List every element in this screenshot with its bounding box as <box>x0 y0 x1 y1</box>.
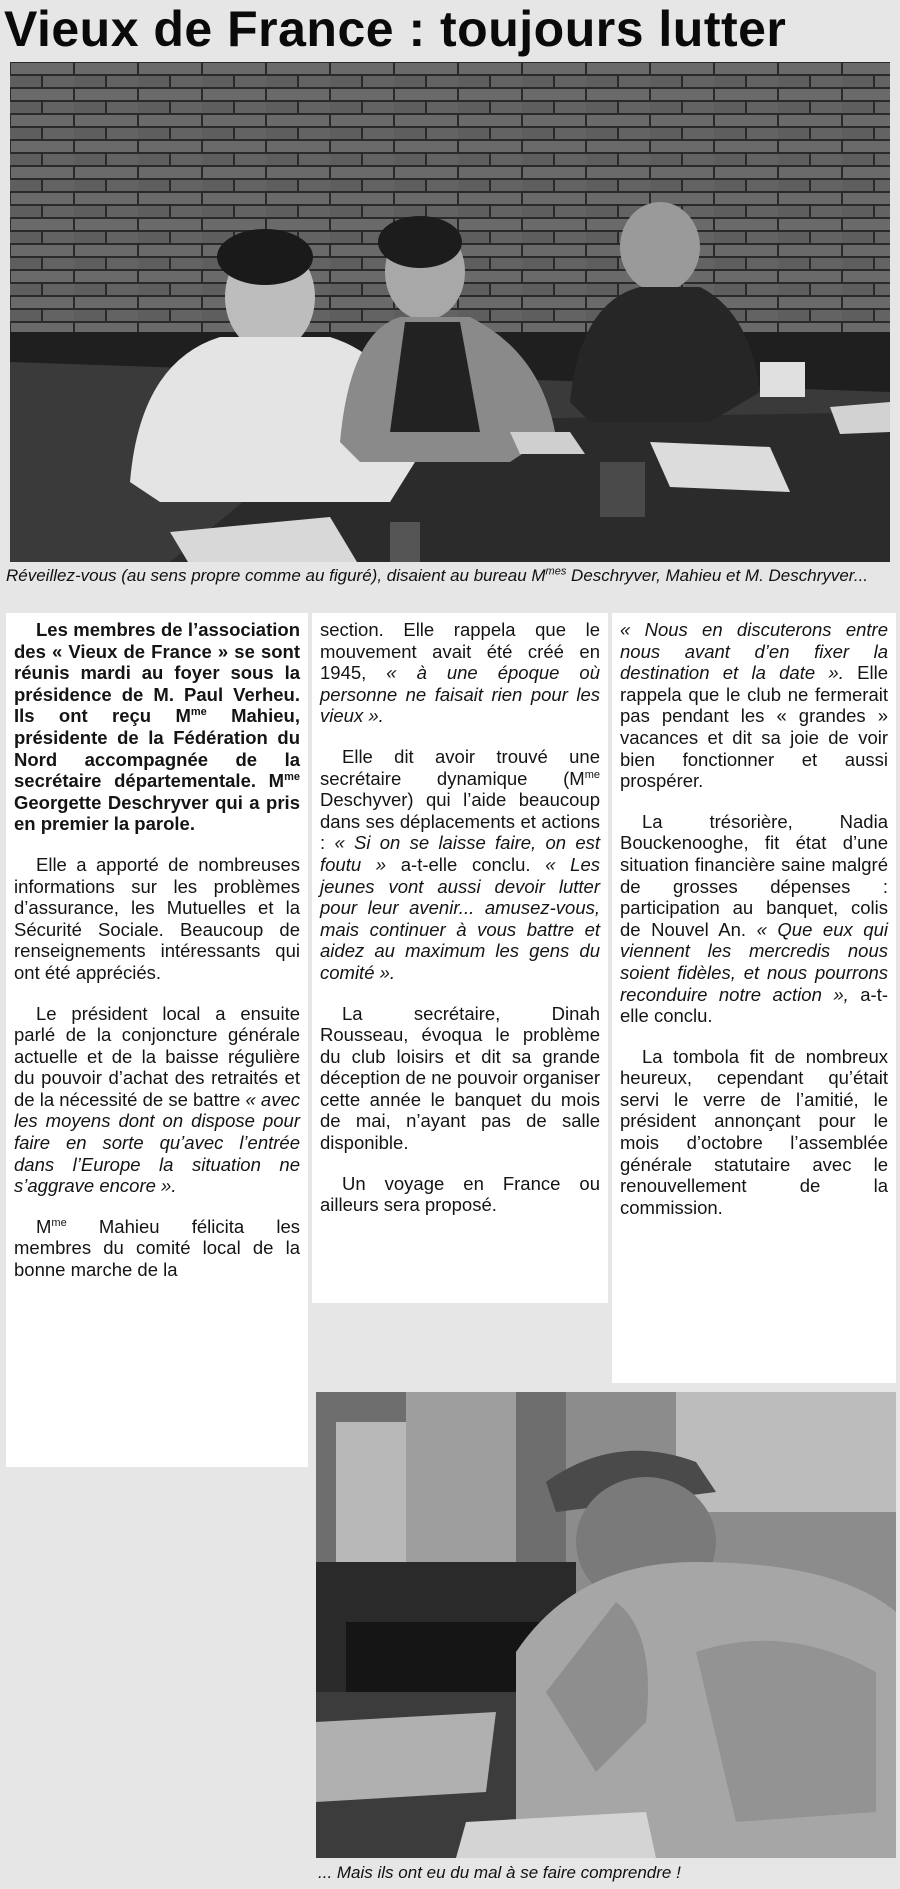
paragraph: $M^{me}$ Mahieu félicita les membres du comité local de la bonne marche de la <box>14 1215 300 1281</box>
caption-sup: mes <box>545 565 567 578</box>
paragraph: « Nous en discuterons entre nous avant d’en fixer la destination et la date ». Elle rappela que le club ne fermerait pas pendant les « grandes » vacances et dit sa joie de voir bien fonctionner et aussi prospérer. <box>620 619 888 792</box>
bottom-photo-illustration <box>316 1392 896 1858</box>
top-photo-caption <box>6 565 896 586</box>
article-column-2 <box>312 613 608 1303</box>
caption-text-2: Deschryver, Mahieu et M. Deschryver... <box>566 566 869 585</box>
paragraph: La tombola fit de nombreux heureux, cependant qu’était servi le verre de l’amitié, le président annonçant pour le mois d’octobre l’assemblée générale statutaire avec le renouvellement de la commission. <box>620 1045 888 1218</box>
article-column-3 <box>612 613 896 1383</box>
caption-text-1: Réveillez-vous (au sens propre comme au figuré), disaient au bureau M <box>6 566 546 585</box>
paragraph: Elle dit avoir trouvé une secrétaire dynamique ($M^{me}$ Deschyver) qui l’aide beaucoup dans ses déplacements et actions : « Si on se laisse faire, on est foutu » a-t-elle conclu. « Les jeunes vont aussi devoir lutter pour leur avenir... amusez-vous, mais continuer à vous battre et aidez au maximum les gens du comité ». <box>320 745 600 983</box>
lead-paragraph: Les membres de l’association des « Vieux de France » se sont réunis mardi au foyer sous la présidence de M. Paul Verheu. Ils ont reçu $M^{me}$ Mahieu, présidente de la Fédération du Nord accompagnée de la secrétaire départementale. $M^{me}$ Georgette Deschryver qui a pris en premier la parole. <box>14 619 300 835</box>
paragraph: La trésorière, Nadia Bouckenooghe, fit état d’une situation financière saine malgré de grosses dépenses : participation au banquet, colis de Nouvel An. « Que eux qui viennent les mercredis nous soient fidèles, et nous pourrons reconduire notre action », a-t-elle conclu. <box>620 810 888 1027</box>
paragraph: Un voyage en France ou ailleurs sera proposé. <box>320 1172 600 1216</box>
bottom-photo-caption: ... Mais ils ont eu du mal à se faire comprendre ! <box>318 1863 681 1882</box>
article-column-1 <box>6 613 308 1467</box>
top-photo <box>10 62 890 562</box>
paragraph: Elle a apporté de nombreuses informations sur les problèmes d’assurance, les Mutuelles et la Sécurité Sociale. Beaucoup de renseignements intéressants qui ont été appréciés. <box>14 853 300 983</box>
paragraph: Le président local a ensuite parlé de la conjoncture générale actuelle et de la baisse régulière du pouvoir d’achat des retraités et de la nécessité de se battre « avec les moyens dont on dispose pour faire en sorte qu’avec l’entrée dans l’Europe la situation ne s’aggrave encore ». <box>14 1002 300 1197</box>
bottom-photo <box>316 1392 896 1858</box>
paragraph: section. Elle rappela que le mouvement avait été créé en 1945, « à une époque où personne ne faisait rien pour les vieux ». <box>320 619 600 727</box>
headline: Vieux de France : toujours lutter <box>4 1 787 57</box>
top-photo-illustration <box>10 62 890 562</box>
paragraph: La secrétaire, Dinah Rousseau, évoqua le problème du club loisirs et dit sa grande déception de ne pouvoir organiser cette année le banquet du mois de mai, n’ayant pas de salle disponible. <box>320 1002 600 1154</box>
